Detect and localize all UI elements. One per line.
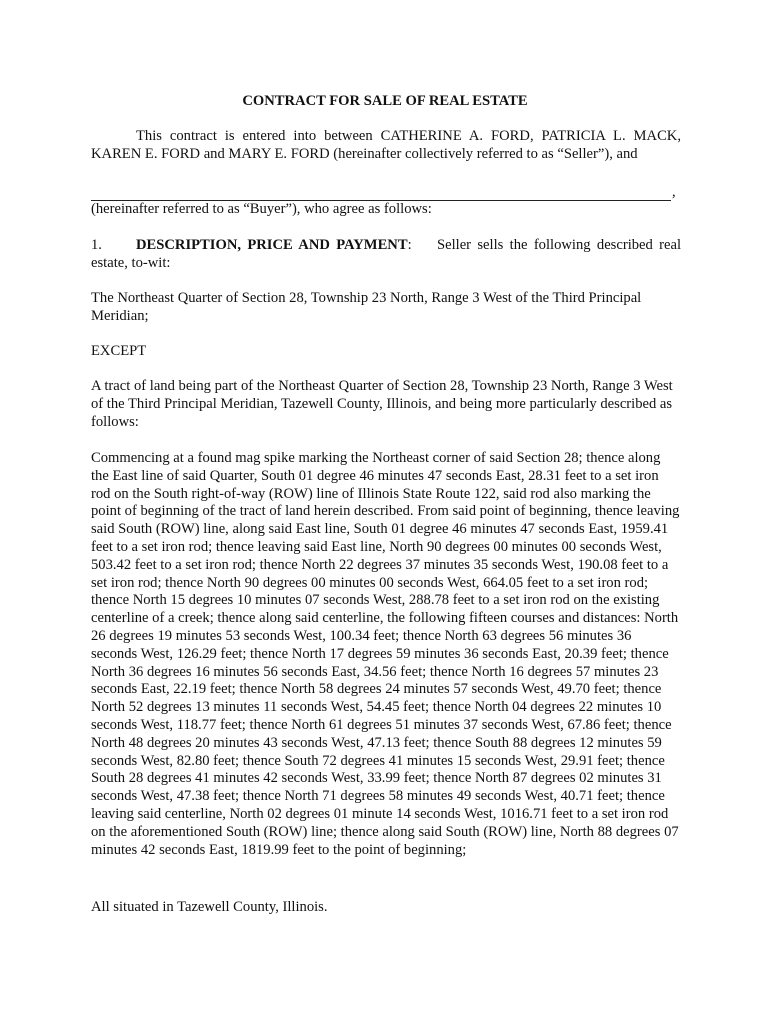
section-1-paragraph <box>91 237 681 273</box>
section-1-colon: : <box>407 237 412 253</box>
situated-paragraph: All situated in Tazewell County, Illinois. <box>91 899 328 915</box>
intro-paragraph: This contract is entered into between CATHERINE A. FORD, PATRICIA L. MACK, KAREN E. FORD and MARY E. FORD (hereinafter collectively referred to as “Seller”), and <box>91 128 681 162</box>
document-title: CONTRACT FOR SALE OF REAL ESTATE <box>242 93 528 109</box>
buyer-line-comma: , <box>672 184 676 200</box>
section-1-text: Seller sells the following described real estate, to-wit: <box>91 237 682 271</box>
legal-description-paragraph: Commencing at a found mag spike marking the Northeast corner of said Section 28; thence along the East line of said Quarter, South 01 degree 46 minutes 47 seconds East, 28.31 feet to a set iron rod on the South right-of-way (ROW) line of Illinois State Route 122, said rod also marking the point of beginning of the tract of land herein described. From said point of beginning, thence leaving said South (ROW) line, along said East line, South 01 degree 46 minutes 47 seconds East, 1959.41 feet to a set iron rod; thence leaving said East line, North 90 degrees 00 minutes 00 seconds West, 503.42 feet to a set iron rod; thence North 22 degrees 37 minutes 35 seconds West, 190.08 feet to a set iron rod; thence North 90 degrees 00 minutes 00 seconds West, 664.05 feet to a set iron rod; thence North 15 degrees 10 minutes 07 seconds West, 288.78 feet to a set iron rod on the existing centerline of a creek; thence along said centerline, the following fifteen courses and distances: North 26 degrees 19 minutes 53 seconds West, 100.34 feet; thence North 63 degrees 56 minutes 36 seconds West, 126.29 feet; thence North 17 degrees 59 minutes 36 seconds East, 20.39 feet; thence North 36 degrees 16 minutes 56 seconds East, 34.56 feet; thence North 16 degrees 57 minutes 23 seconds East, 22.19 feet; thence North 58 degrees 24 minutes 57 seconds West, 49.70 feet; thence North 52 degrees 13 minutes 11 seconds West, 54.45 feet; thence North 04 degrees 22 minutes 10 seconds West, 118.77 feet; thence North 61 degrees 51 minutes 37 seconds West, 67.86 feet; thence North 48 degrees 20 minutes 43 seconds West, 47.13 feet; thence South 88 degrees 12 minutes 59 seconds West, 82.80 feet; thence South 72 degrees 41 minutes 15 seconds West, 29.91 feet; thence South 28 degrees 41 minutes 42 seconds West, 33.99 feet; thence North 87 degrees 02 minutes 31 seconds West, 47.38 feet; thence North 71 degrees 58 minutes 49 seconds West, 40.71 feet; thence leaving said centerline, North 02 degrees 01 minute 14 seconds West, 1016.71 feet to a set iron rod on the aforementioned South (ROW) line; thence along said South (ROW) line, North 88 degrees 07 minutes 42 seconds East, 1819.99 feet to the point of beginning; <box>91 450 680 858</box>
except-heading: EXCEPT <box>91 343 147 359</box>
tract-paragraph: A tract of land being part of the Northeast Quarter of Section 28, Township 23 North, Range 3 West of the Third Principal Meridian, Tazewell County, Illinois, and being more particularly described as follows: <box>91 378 673 430</box>
buyer-paragraph: (hereinafter referred to as “Buyer”), who agree as follows: <box>91 201 432 217</box>
section-1-number: 1. <box>91 237 102 253</box>
section-1-heading: DESCRIPTION, PRICE AND PAYMENT <box>136 237 408 253</box>
parcel-paragraph: The Northeast Quarter of Section 28, Township 23 North, Range 3 West of the Third Principal Meridian; <box>91 290 642 324</box>
